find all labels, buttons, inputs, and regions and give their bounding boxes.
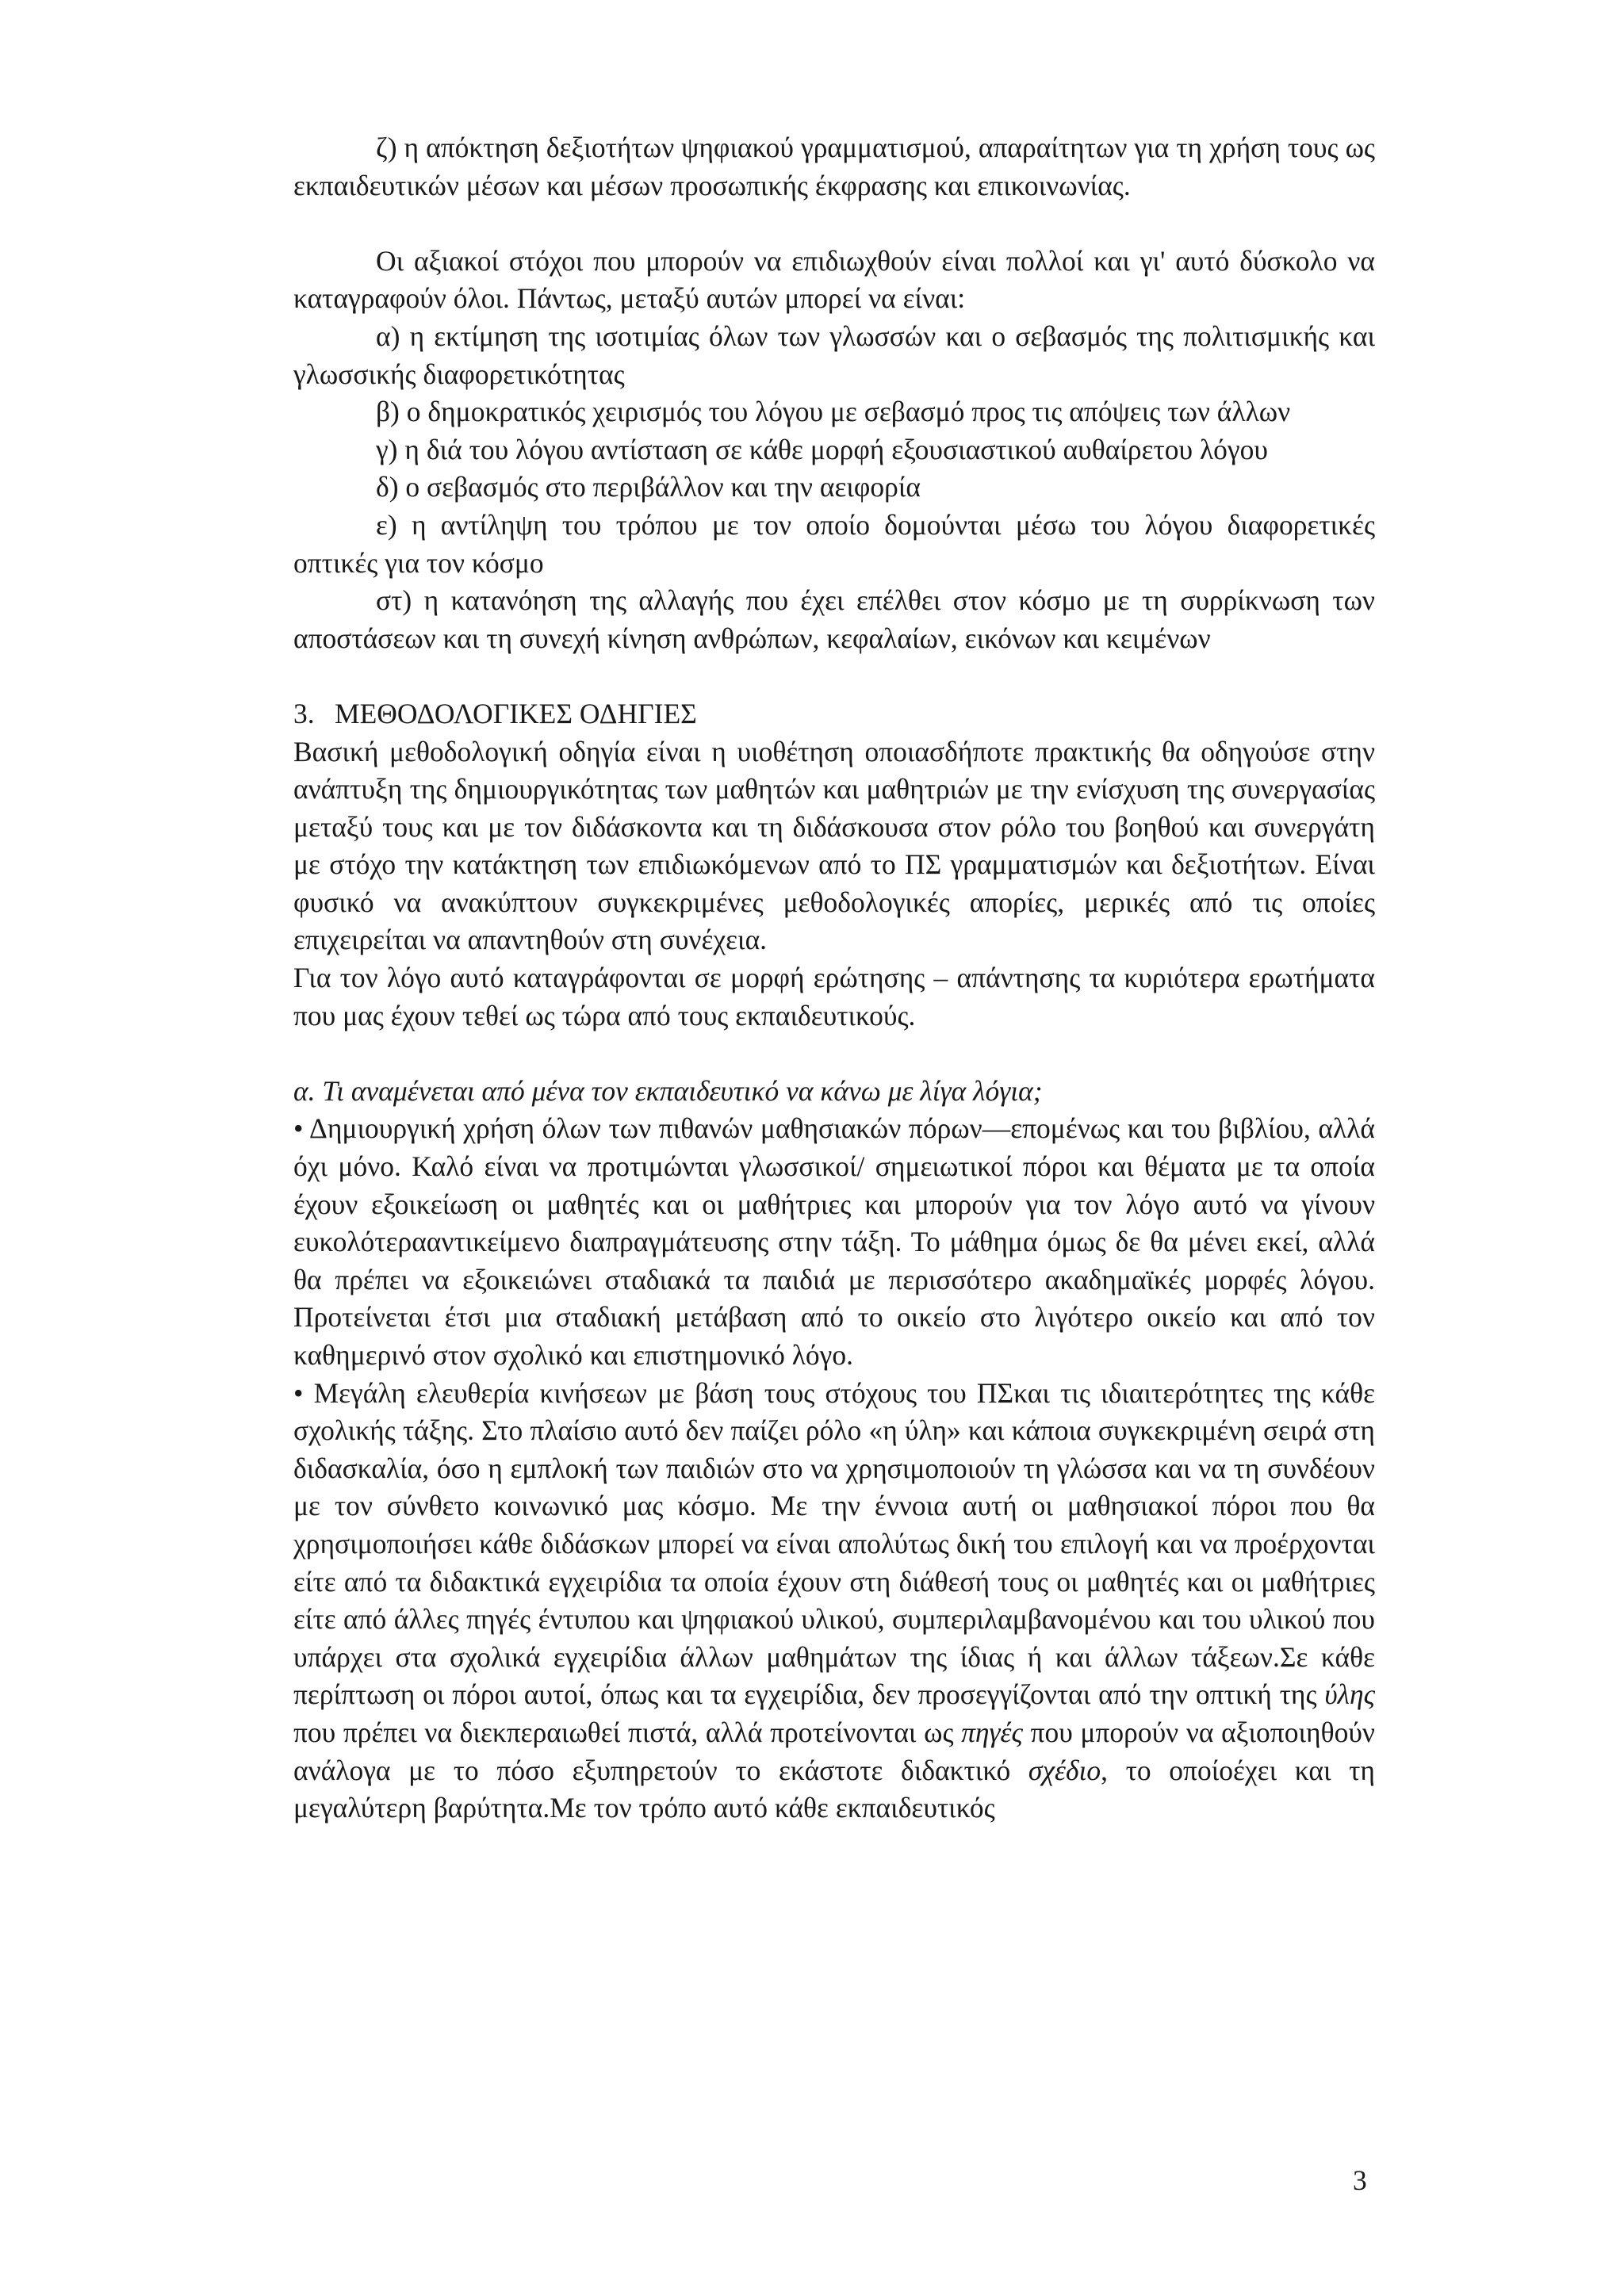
paragraph-item-z: ζ) η απόκτηση δεξιοτήτων ψηφιακού γραμματισμού, απαραίτητων για τη χρήση τους ως εκπαιδευτικών μέσων και μέσων προσωπικής έκφρασης και επικοινωνίας.	[293, 132, 1375, 201]
value-item-e: ε) η αντίληψη του τρόπου με τον οποίο δομούνται μέσω του λόγου διαφορετικές οπτικές για τον κόσμο	[293, 508, 1375, 579]
value-item-d: δ) ο σεβασμός στο περιβάλλον και την αειφορία	[376, 471, 921, 503]
bullet-freedom-text-1: • Μεγάλη ελευθερία κινήσεων με βάση τους στόχους του ΠΣκαι τις ιδιαιτερότητες της κάθε σχολικής τάξης. Στο πλαίσιο αυτό δεν παίζει ρόλο «η ύλη» και κάποια συγκεκριμένη σειρά στη διδασκαλία, όσο η εμπλοκή των παιδιών στο να χρησιμοποιούν τη γλώσσα και να τη συνδέουν με τον σύνθετο κοινωνικό μας κόσμο. Με την έννοια αυτή οι μαθησιακοί πόροι που θα χρησιμοποιήσει κάθε διδάσκων μπορεί να είναι απολύτως δική του επιλογή και να προέρχονται είτε από τα διδακτικά εγχειρίδια τα οποία έχουν στη διάθεσή τους οι μαθητές και οι μαθήτριες είτε από άλλες πηγές έντυπου και ψηφιακού υλικού, συμπεριλαμβανομένου και του υλικού που υπάρχει στα σχολικά εγχειρίδια άλλων μαθημάτων της ίδιας ή και άλλων τάξεων.Σε κάθε περίπτωση οι πόροι αυτοί, όπως και τα εγχειρίδια, δεν προσεγγίζονται από την οπτική της	[293, 1376, 1375, 1711]
value-item-st: στ) η κατανόηση της αλλαγής που έχει επέλθει στον κόσμο με τη συρρίκνωση των αποστάσεων και τη συνεχή κίνηση ανθρώπων, κεφαλαίων, εικόνων και κειμένων	[293, 584, 1375, 654]
paragraph-values-lead: Οι αξιακοί στόχοι που μπορούν να επιδιωχθούν είναι πολλοί και γι' αυτό δύσκολο να καταγραφούν όλοι. Πάντως, μεταξύ αυτών μπορεί να είναι:	[293, 244, 1375, 315]
section-heading	[293, 695, 1375, 733]
value-item-a: α) η εκτίμηση της ισοτιμίας όλων των γλωσσών και ο σεβασμός της πολιτισμικής και γλωσσικής διαφορετικότητας	[293, 320, 1375, 390]
bullet-freedom-text-4: , το οποίοέχει και τη μεγαλύτερη βαρύτητα.Με τον τρόπο αυτό κάθε εκπαιδευτικός	[293, 1754, 1375, 1824]
section-number: 3.	[293, 697, 315, 729]
paragraph-gap	[293, 657, 1375, 695]
emphasis-schedio: σχέδιο	[1028, 1754, 1101, 1786]
page-number: 3	[1353, 2164, 1367, 2196]
bullet-freedom-text-3: που μπορούν να αξιοποιηθούν ανάλογα με το πόσο εξυπηρετούν το εκάστοτε διδακτικό	[293, 1716, 1375, 1786]
section-title: ΜΕΘΟΔΟΛΟΓΙΚΕΣ ΟΔΗΓΙΕΣ	[335, 697, 697, 729]
emphasis-yli: ύλης	[1324, 1678, 1375, 1711]
question-a: α. Τι αναμένεται από μένα τον εκπαιδευτικό να κάνω με λίγα λόγια;	[293, 1074, 1043, 1107]
paragraph-qa-intro: Για τον λόγο αυτό καταγράφονται σε μορφή ερώτησης – απάντησης τα κυριότερα ερωτήματα που μας έχουν τεθεί ως τώρα από τους εκπαιδευτικούς.	[293, 962, 1375, 1031]
value-item-b: β) ο δημοκρατικός χειρισμός του λόγου με σεβασμό προς τις απόψεις των άλλων	[376, 396, 1291, 428]
bullet-freedom	[293, 1375, 1375, 1827]
emphasis-piges: πηγές	[961, 1716, 1023, 1748]
value-item-c: γ) η διά του λόγου αντίσταση σε κάθε μορφή εξουσιαστικού αυθαίρετου λόγου	[376, 433, 1268, 465]
paragraph-methodology: Βασική μεθοδολογική οδηγία είναι η υιοθέτηση οποιασδήποτε πρακτικής θα οδηγούσε στην ανάπτυξη της δημιουργικότητας των μαθητών και μαθητριών με την ενίσχυση της συνεργασίας μεταξύ τους και με τον διδάσκοντα και τη διδάσκουσα στον ρόλο του βοηθού και συνεργάτη με στόχο την κατάκτηση των επιδιωκόμενων από το ΠΣ γραμματισμών και δεξιοτήτων. Είναι φυσικό να ανακύπτουν συγκεκριμένες μεθοδολογικές απορίες, μερικές από τις οποίες επιχειρείται να απαντηθούν στη συνέχεια.	[293, 735, 1375, 956]
bullet-creative-use: • Δημιουργική χρήση όλων των πιθανών μαθησιακών πόρων—επομένως και του βιβλίου, αλλά όχι μόνο. Καλό είναι να προτιμώνται γλωσσικοί/ σημειωτικοί πόροι και θέματα με τα οποία έχουν εξοικείωση οι μαθητές και οι μαθήτριες και μπορούν για τον λόγο αυτό να γίνουν ευκολότερααντικείμενο διαπραγμάτευσης στην τάξη. Το μάθημα όμως δε θα μένει εκεί, αλλά θα πρέπει να εξοικειώνει σταδιακά τα παιδιά με περισσότερο ακαδημαϊκές μορφές λόγου. Προτείνεται έτσι μια σταδιακή μετάβαση από το οικείο στο λιγότερο οικείο και από τον καθημερινό στον σχολικό και επιστημονικό λόγο.	[293, 1112, 1375, 1371]
paragraph-gap	[293, 1035, 1375, 1073]
document-page	[293, 129, 1375, 1827]
bullet-freedom-text-2: που πρέπει να διεκπεραιωθεί πιστά, αλλά προτείνονται ως	[293, 1716, 962, 1748]
paragraph-gap	[293, 205, 1375, 243]
